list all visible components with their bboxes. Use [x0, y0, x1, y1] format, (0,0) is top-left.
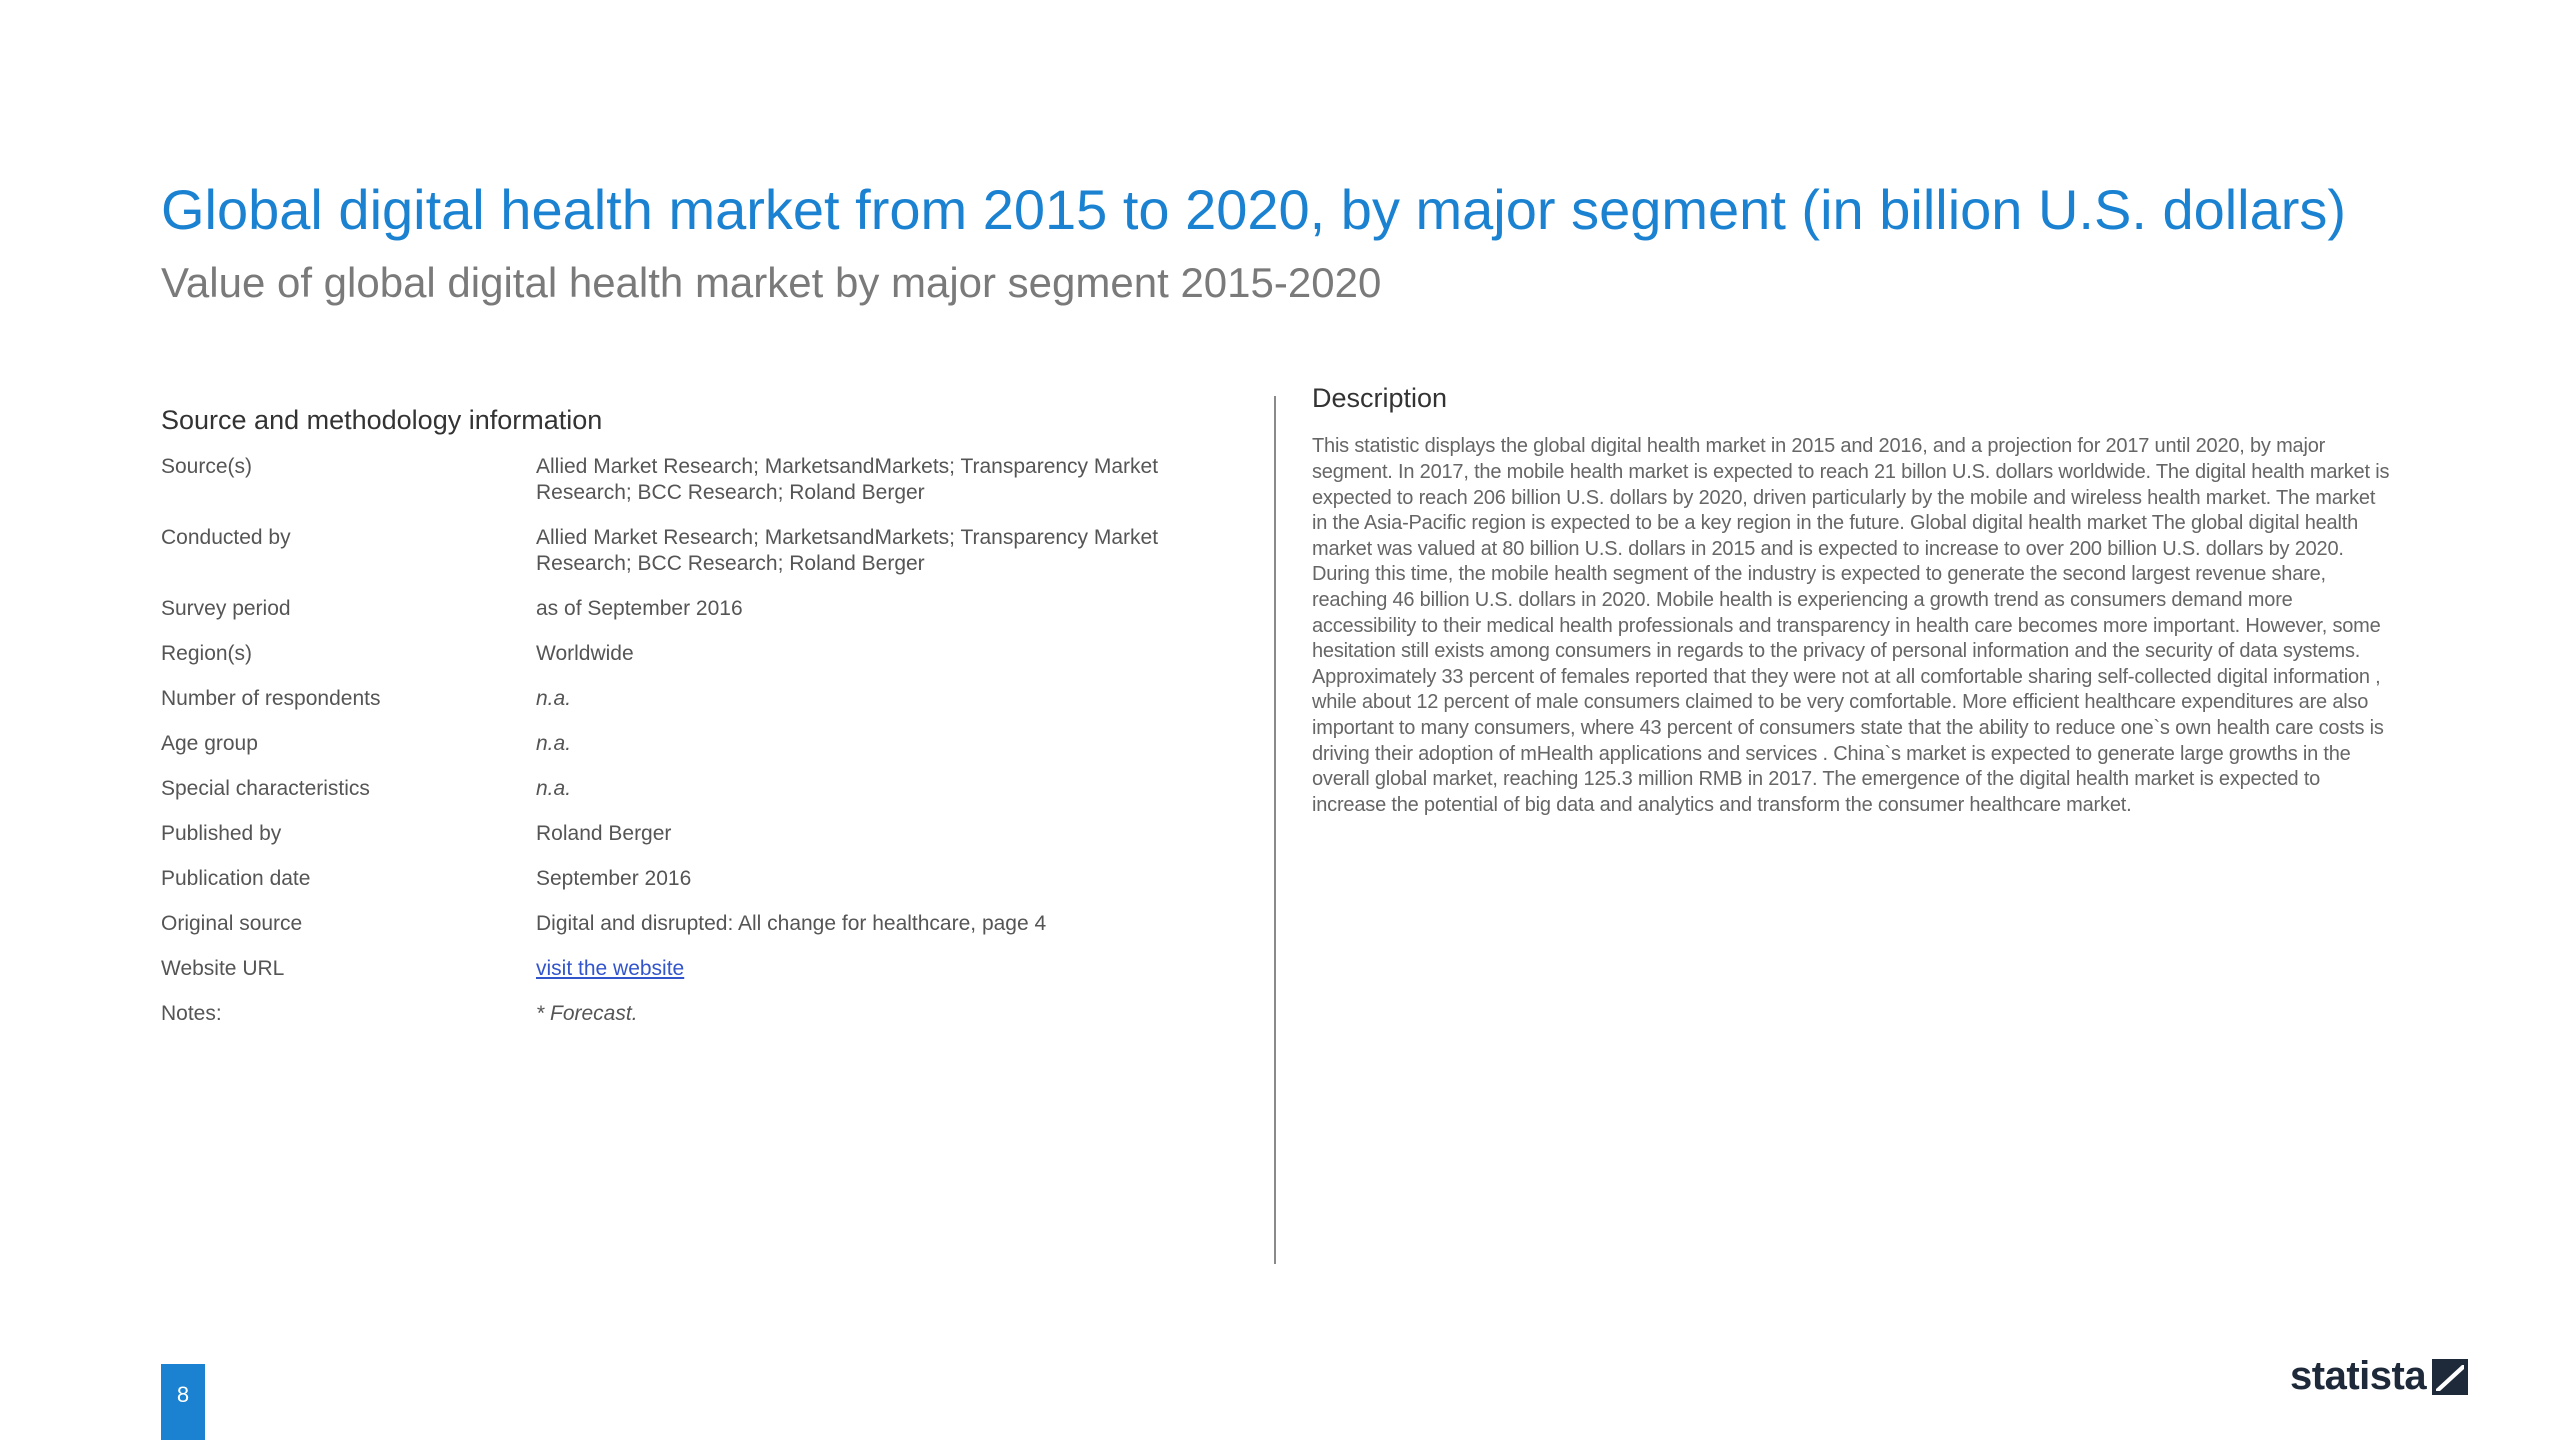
- page-title: Global digital health market from 2015 to 2020, by major segment (in billion U.S. dollars): [161, 178, 2347, 241]
- info-value: September 2016: [536, 867, 692, 891]
- info-value: n.a.: [536, 777, 572, 801]
- description-heading: Description: [1312, 383, 1448, 413]
- statista-logo: [2290, 1354, 2468, 1399]
- statista-logo-icon: [2432, 1359, 2468, 1395]
- info-label: Age group: [161, 732, 258, 756]
- info-value: n.a.: [536, 732, 572, 756]
- page-subtitle: Value of global digital health market by major segment 2015-2020: [161, 259, 1382, 306]
- info-label: Region(s): [161, 642, 253, 666]
- column-divider: [1274, 396, 1276, 1264]
- info-label: Notes:: [161, 1002, 222, 1026]
- info-label: Number of respondents: [161, 687, 381, 711]
- info-label: Special characteristics: [161, 777, 370, 801]
- info-value: as of September 2016: [536, 597, 743, 621]
- info-label: Survey period: [161, 597, 291, 621]
- info-row-regions: [161, 641, 1201, 667]
- info-value: n.a.: [536, 687, 572, 711]
- info-value: Worldwide: [536, 642, 634, 666]
- info-row-original-source: [161, 911, 1201, 937]
- info-value: Roland Berger: [536, 822, 672, 846]
- info-value: Digital and disrupted: All change for healthcare, page 4: [536, 912, 1047, 936]
- info-label: Publication date: [161, 867, 311, 891]
- info-row-sources: [161, 454, 1201, 506]
- info-row-notes: [161, 1001, 1201, 1027]
- info-row-survey-period: [161, 596, 1201, 622]
- info-row-conducted-by: [161, 525, 1201, 577]
- source-methodology-heading: Source and methodology information: [161, 405, 603, 435]
- info-label: Original source: [161, 912, 303, 936]
- info-label: Source(s): [161, 455, 253, 479]
- info-value: * Forecast.: [536, 1002, 638, 1026]
- info-row-publication-date: [161, 866, 1201, 892]
- info-label: Published by: [161, 822, 282, 846]
- logo-text: statista: [2290, 1354, 2427, 1398]
- info-row-special-characteristics: [161, 776, 1201, 802]
- info-value: [536, 956, 1201, 982]
- info-label: Website URL: [161, 957, 285, 981]
- info-row-published-by: [161, 821, 1201, 847]
- info-row-website-url: [161, 956, 1201, 982]
- page-number: 8: [176, 1382, 190, 1407]
- source-methodology-section: [161, 404, 1201, 1046]
- info-value: Allied Market Research; MarketsandMarkets; Transparency Market Research; BCC Research; Roland Berger: [536, 526, 1159, 576]
- page-number-badge: [161, 1364, 205, 1440]
- description-section: [1312, 382, 2390, 818]
- info-label: Conducted by: [161, 526, 291, 550]
- info-row-number-of-respondents: [161, 686, 1201, 712]
- info-value: Allied Market Research; MarketsandMarkets; Transparency Market Research; BCC Research; Roland Berger: [536, 455, 1159, 505]
- info-row-age-group: [161, 731, 1201, 757]
- visit-website-link[interactable]: visit the website: [536, 957, 685, 981]
- description-text: This statistic displays the global digital health market in 2015 and 2016, and a projection for 2017 until 2020, by major segment. In 2017, the mobile health market is expected to reach 21 billon U.S. dollars worldwide. The digital health market is expected to reach 206 billion U.S. dollars by 2020, driven particularly by the mobile and wireless health market. The market in the Asia-Pacific region is expected to be a key region in the future. Global digital health market The global digital health market was valued at 80 billion U.S. dollars in 2015 and is expected to increase to over 200 billion U.S. dollars by 2020. During this time, the mobile health segment of the industry is expected to generate the second largest revenue share, reaching 46 billion U.S. dollars in 2020. Mobile health is experiencing a growth trend as consumers demand more accessibility to their medical health professionals and transparency in health care becomes more important. However, some hesitation still exists among consumers in regards to the privacy of personal information and the security of data systems. Approximately 33 percent of females reported that they were not at all comfortable sharing self-collected digital information , while about 12 percent of male consumers claimed to be very comfortable. More efficient healthcare expenditures are also important to many consumers, where 43 percent of consumers state that the ability to reduce one`s own health care costs is driving their adoption of mHealth applications and services . China`s market is expected to generate large growths in the overall global market, reaching 125.3 million RMB in 2017. The emergence of the digital health market is expected to increase the potential of big data and analytics and transform the consumer healthcare market.: [1312, 435, 2390, 816]
